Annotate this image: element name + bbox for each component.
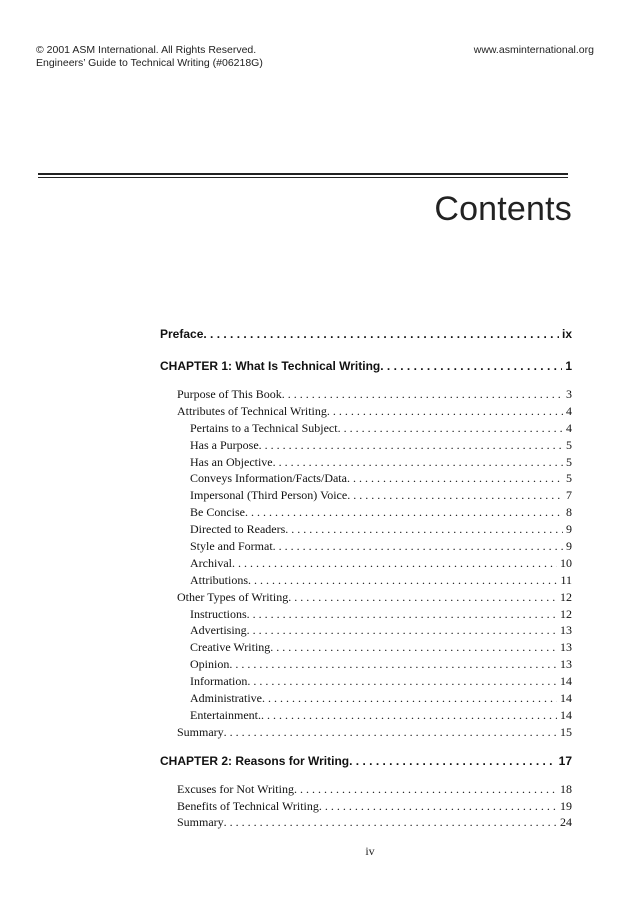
leader-dots bbox=[232, 555, 557, 572]
leader-dots bbox=[347, 470, 563, 487]
toc-label: Instructions bbox=[190, 606, 247, 621]
toc-page: 12 bbox=[560, 589, 572, 604]
leader-dots bbox=[349, 749, 556, 773]
toc-page: 14 bbox=[560, 691, 572, 706]
toc-page: 19 bbox=[560, 798, 572, 813]
toc-label: Advertising bbox=[190, 623, 247, 638]
toc-entry[interactable] bbox=[160, 724, 572, 741]
leader-dots bbox=[245, 504, 563, 521]
toc-page: ix bbox=[561, 327, 572, 341]
leader-dots bbox=[247, 606, 557, 623]
toc-entry[interactable] bbox=[160, 437, 572, 454]
leader-dots bbox=[259, 437, 563, 454]
toc-label: Style and Format bbox=[190, 539, 273, 554]
toc-label: Administrative bbox=[190, 691, 262, 706]
toc-label: Summary bbox=[177, 724, 224, 739]
toc-chapter-1[interactable] bbox=[160, 354, 572, 378]
toc-label: Information bbox=[190, 674, 248, 689]
toc-label: CHAPTER 1: What Is Technical Writing bbox=[160, 359, 381, 373]
toc-page: 18 bbox=[560, 781, 572, 796]
leader-dots bbox=[282, 386, 563, 403]
book-title: Engineers’ Guide to Technical Writing (#06218G) bbox=[36, 57, 263, 69]
toc-label: Purpose of This Book bbox=[177, 387, 282, 401]
toc-entry[interactable] bbox=[160, 673, 572, 690]
table-of-contents bbox=[160, 322, 572, 831]
toc-label: Benefits of Technical Writing bbox=[177, 798, 319, 813]
toc-page: 13 bbox=[560, 657, 572, 672]
toc-label: Creative Writing bbox=[190, 640, 271, 655]
toc-entry[interactable] bbox=[160, 639, 572, 656]
toc-page: 5 bbox=[566, 437, 572, 452]
toc-preface[interactable] bbox=[160, 322, 572, 346]
toc-entry[interactable] bbox=[160, 538, 572, 555]
toc-label: Preface bbox=[160, 327, 204, 341]
leader-dots bbox=[273, 538, 563, 555]
leader-dots bbox=[229, 656, 557, 673]
toc-page: 4 bbox=[566, 420, 572, 435]
website-link[interactable]: www.asminternational.org bbox=[473, 44, 594, 56]
toc-page: 3 bbox=[566, 387, 572, 401]
toc-entry[interactable] bbox=[160, 521, 572, 538]
toc-page: 5 bbox=[566, 471, 572, 486]
leader-dots bbox=[261, 707, 557, 724]
toc-chapter-2[interactable] bbox=[160, 749, 572, 773]
toc-label: Attributes of Technical Writing bbox=[177, 403, 327, 418]
toc-entry[interactable] bbox=[160, 798, 572, 815]
toc-label: Other Types of Writing bbox=[177, 589, 289, 604]
toc-entry[interactable] bbox=[160, 454, 572, 471]
header-rule-thin bbox=[38, 177, 568, 178]
copyright-notice: © 2001 ASM International. All Rights Reserved. bbox=[36, 44, 257, 56]
leader-dots bbox=[224, 814, 557, 831]
leader-dots bbox=[262, 690, 557, 707]
toc-entry[interactable] bbox=[160, 589, 572, 606]
toc-label: Be Concise bbox=[190, 505, 245, 520]
toc-page: 8 bbox=[566, 505, 572, 520]
header-left bbox=[36, 44, 263, 70]
toc-entry[interactable] bbox=[160, 814, 572, 831]
toc-page: 24 bbox=[560, 815, 572, 830]
chapter-2-entries bbox=[160, 781, 572, 832]
toc-page: 5 bbox=[566, 454, 572, 469]
chapter-1-entries bbox=[160, 386, 572, 741]
page-number: iv bbox=[365, 844, 375, 858]
toc-page: 9 bbox=[566, 539, 572, 554]
toc-page: 4 bbox=[566, 403, 572, 418]
toc-page: 13 bbox=[560, 623, 572, 638]
toc-entry[interactable] bbox=[160, 781, 572, 798]
toc-entry[interactable] bbox=[160, 403, 572, 420]
leader-dots bbox=[247, 622, 557, 639]
leader-dots bbox=[319, 798, 557, 815]
leader-dots bbox=[338, 420, 563, 437]
header-rule-thick bbox=[38, 173, 568, 175]
toc-page: 10 bbox=[560, 555, 572, 570]
toc-page: 11 bbox=[560, 572, 572, 587]
toc-page: 1 bbox=[565, 359, 572, 373]
leader-dots bbox=[288, 589, 557, 606]
toc-page: 12 bbox=[560, 606, 572, 621]
toc-page: 17 bbox=[558, 753, 572, 768]
toc-entry[interactable] bbox=[160, 606, 572, 623]
toc-entry[interactable] bbox=[160, 386, 572, 403]
toc-label: Archival bbox=[190, 555, 232, 570]
toc-label: Entertainment. bbox=[190, 707, 261, 722]
page-title: Contents bbox=[434, 190, 572, 228]
toc-label: CHAPTER 2: Reasons for Writing bbox=[160, 753, 350, 768]
toc-label: Attributions bbox=[190, 572, 249, 587]
leader-dots bbox=[294, 781, 557, 798]
toc-label: Impersonal (Third Person) Voice bbox=[190, 488, 348, 503]
leader-dots bbox=[203, 322, 559, 346]
leader-dots bbox=[380, 354, 562, 378]
toc-entry[interactable] bbox=[160, 470, 572, 487]
toc-page: 9 bbox=[566, 522, 572, 537]
toc-label: Has a Purpose bbox=[190, 437, 259, 452]
toc-page: 7 bbox=[566, 488, 572, 503]
toc-entry[interactable] bbox=[160, 707, 572, 724]
toc-entry[interactable] bbox=[160, 504, 572, 521]
leader-dots bbox=[285, 521, 563, 538]
toc-entry[interactable] bbox=[160, 420, 572, 437]
toc-page: 14 bbox=[560, 674, 572, 689]
toc-page: 15 bbox=[560, 724, 572, 739]
toc-entry[interactable] bbox=[160, 656, 572, 673]
toc-entry[interactable] bbox=[160, 555, 572, 572]
leader-dots bbox=[248, 572, 557, 589]
leader-dots bbox=[224, 724, 557, 741]
toc-label: Conveys Information/Facts/Data bbox=[190, 471, 347, 486]
toc-page: 14 bbox=[560, 707, 572, 722]
toc-entry[interactable] bbox=[160, 690, 572, 707]
toc-entry[interactable] bbox=[160, 622, 572, 639]
toc-label: Pertains to a Technical Subject bbox=[190, 420, 338, 435]
toc-label: Excuses for Not Writing bbox=[177, 781, 294, 796]
toc-label: Has an Objective bbox=[190, 454, 273, 469]
toc-entry[interactable] bbox=[160, 572, 572, 589]
leader-dots bbox=[270, 639, 557, 656]
toc-entry[interactable] bbox=[160, 487, 572, 504]
leader-dots bbox=[273, 454, 563, 471]
toc-label: Opinion bbox=[190, 657, 230, 672]
leader-dots bbox=[247, 673, 557, 690]
toc-label: Directed to Readers bbox=[190, 522, 286, 537]
toc-page: 13 bbox=[560, 640, 572, 655]
toc-label: Summary bbox=[177, 815, 224, 830]
leader-dots bbox=[327, 403, 563, 420]
leader-dots bbox=[347, 487, 563, 504]
